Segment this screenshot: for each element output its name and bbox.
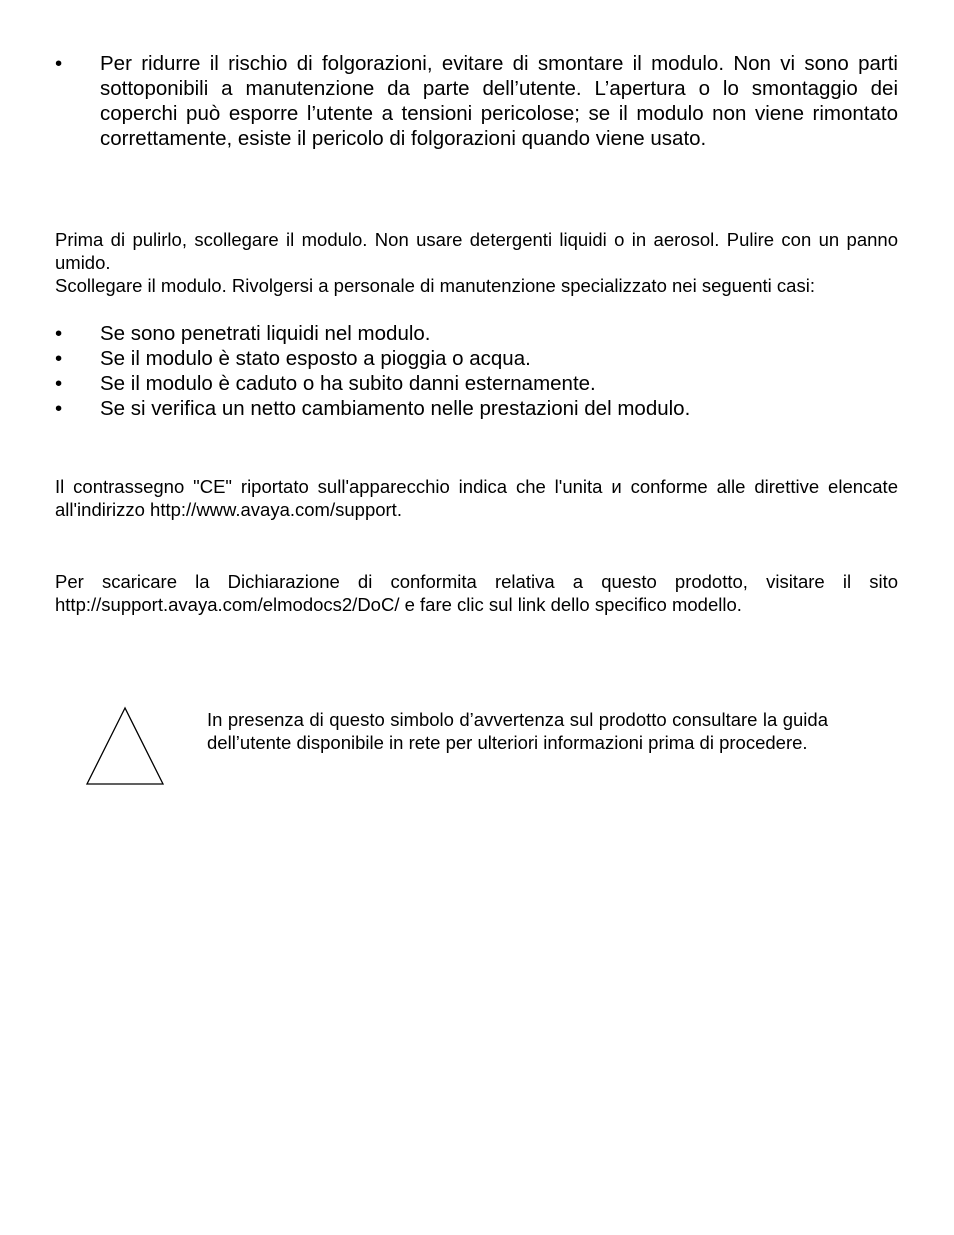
safety-bullet-text: Per ridurre il rischio di folgorazioni, evitare di smontare il modulo. Non vi sono parti sottoponibili a manutenzione da parte dell’utente. L’apertura o lo smontaggio dei coperchi può esporre l’utente a tensioni pericolose; se il modulo non viene rimontato correttamente, esiste il pericolo di folgorazioni quando viene usato. [100,52,898,150]
service-case-item [55,396,898,421]
service-case-text: Se il modulo è caduto o ha subito danni esternamente. [100,372,596,395]
warning-triangle-icon [85,706,165,786]
service-case-item [55,346,898,371]
service-case-item [55,321,898,346]
safety-bullet-item [55,51,898,151]
service-case-text: Se sono penetrati liquidi nel modulo. [100,322,431,345]
service-case-text: Se si verifica un netto cambiamento nelle prestazioni del modulo. [100,397,691,420]
bullet-marker: • [55,322,63,345]
ce-paragraph: Il contrassegno "CE" riportato sull'apparecchio indica che l'unita и conforme alle direttive elencate all'indirizzo http://www.avaya.com/support. [55,476,898,520]
service-case-text: Se il modulo è stato esposto a pioggia o acqua. [100,347,531,370]
bullet-marker: • [55,372,63,395]
warning-text: In presenza di questo simbolo d’avvertenza sul prodotto consultare la guida dell’utente disponibile in rete per ulteriori informazioni prima di procedere. [207,709,828,753]
bullet-marker: • [55,347,63,370]
service-case-item [55,371,898,396]
cleaning-paragraph: Prima di pulirlo, scollegare il modulo. Non usare detergenti liquidi o in aerosol. Pulire con un panno umido. [55,229,898,273]
bullet-marker: • [55,52,63,75]
service-intro-paragraph: Scollegare il modulo. Rivolgersi a personale di manutenzione specializzato nei seguenti casi: [55,275,815,296]
doc-paragraph: Per scaricare la Dichiarazione di conformita relativa a questo prodotto, visitare il sito http://support.avaya.com/elmodocs2/DoC/ e fare clic sul link dello specifico modello. [55,571,898,615]
bullet-marker: • [55,397,63,420]
